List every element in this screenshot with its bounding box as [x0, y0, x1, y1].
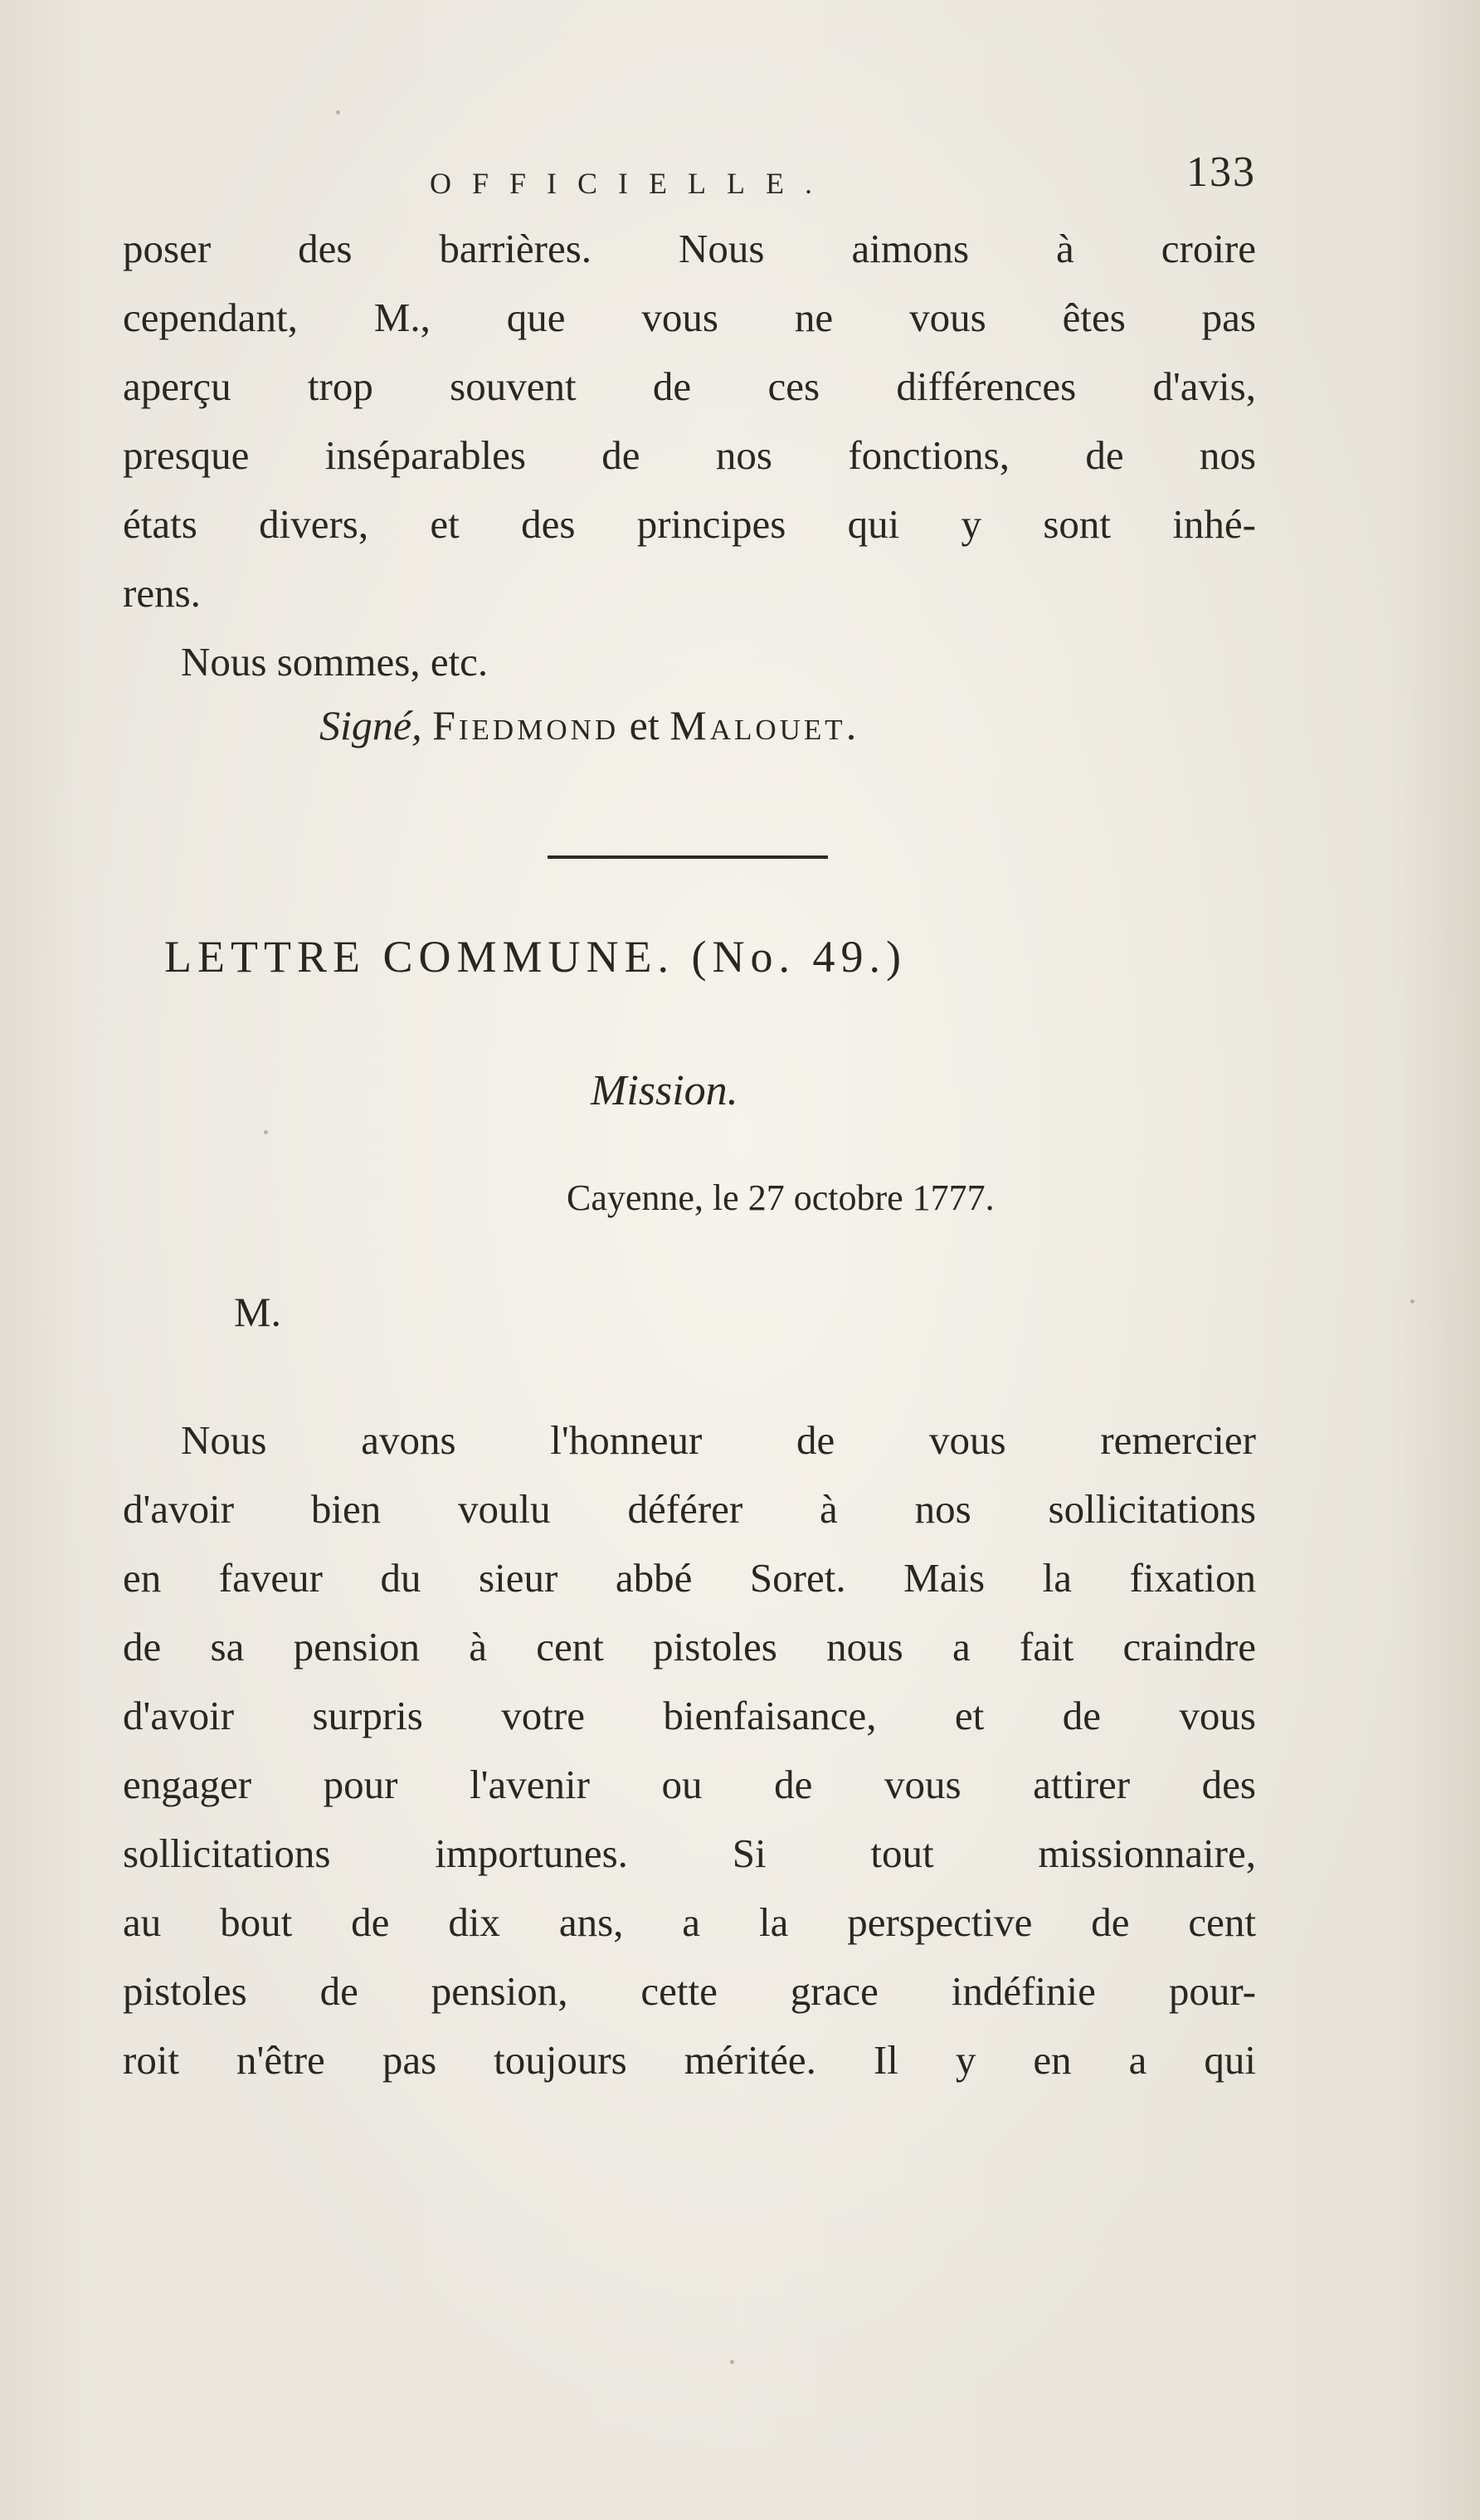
- text-line: roit n'être pas toujours méritée. Il y en a qui: [123, 2037, 1256, 2083]
- letter-body: [123, 1406, 1256, 2094]
- text-line: en faveur du sieur abbé Soret. Mais la fixation: [123, 1555, 1256, 1601]
- letter-heading: LETTRE COMMUNE. (No. 49.): [164, 932, 907, 982]
- signatory-malouet: Malouet.: [669, 702, 860, 748]
- running-title: OFFICIELLE.: [430, 167, 833, 200]
- text-line: cependant, M., que vous ne vous êtes pas: [123, 295, 1256, 340]
- signature-line: [319, 701, 859, 749]
- paper-speck: [730, 2360, 734, 2364]
- text-line: d'avoir surpris votre bienfaisance, et de vous: [123, 1693, 1256, 1738]
- text-line: engager pour l'avenir ou de vous attirer des: [123, 1762, 1256, 1807]
- paper-speck: [336, 110, 340, 115]
- text-line: sollicitations importunes. Si tout missionnaire,: [123, 1830, 1256, 1876]
- top-paragraph: [123, 214, 1256, 696]
- signature-connector: et: [629, 702, 660, 748]
- letter-subject: Mission.: [591, 1067, 738, 1114]
- text-line: de sa pension à cent pistoles nous a fait craindre: [123, 1624, 1256, 1669]
- text-line: aperçu trop souvent de ces différences d'avis,: [123, 363, 1256, 409]
- letter-dateline: Cayenne, le 27 octobre 1777.: [567, 1177, 995, 1218]
- text-line: d'avoir bien voulu déférer à nos sollicitations: [123, 1486, 1256, 1532]
- text-line: rens.: [123, 570, 201, 616]
- letter-salutation: M.: [234, 1289, 281, 1335]
- page-number: 133: [1186, 149, 1256, 196]
- paper-speck: [1410, 1299, 1414, 1304]
- text-line: états divers, et des principes qui y sont inhé-: [123, 501, 1256, 547]
- text-line: au bout de dix ans, a la perspective de cent: [123, 1899, 1256, 1945]
- paper-speck: [264, 1130, 268, 1134]
- signatory-fiedmond: Fiedmond: [432, 702, 620, 748]
- text-line: Nous avons l'honneur de vous remercier: [181, 1417, 1256, 1463]
- text-line: presque inséparables de nos fonctions, de nos: [123, 432, 1256, 478]
- text-line: poser des barrières. Nous aimons à croire: [123, 226, 1256, 271]
- text-line: pistoles de pension, cette grace indéfinie pour-: [123, 1968, 1256, 2014]
- running-head: [123, 149, 1256, 214]
- section-divider: [548, 855, 828, 859]
- signed-label: Signé,: [319, 702, 422, 748]
- closing-line: Nous sommes, etc.: [181, 639, 489, 685]
